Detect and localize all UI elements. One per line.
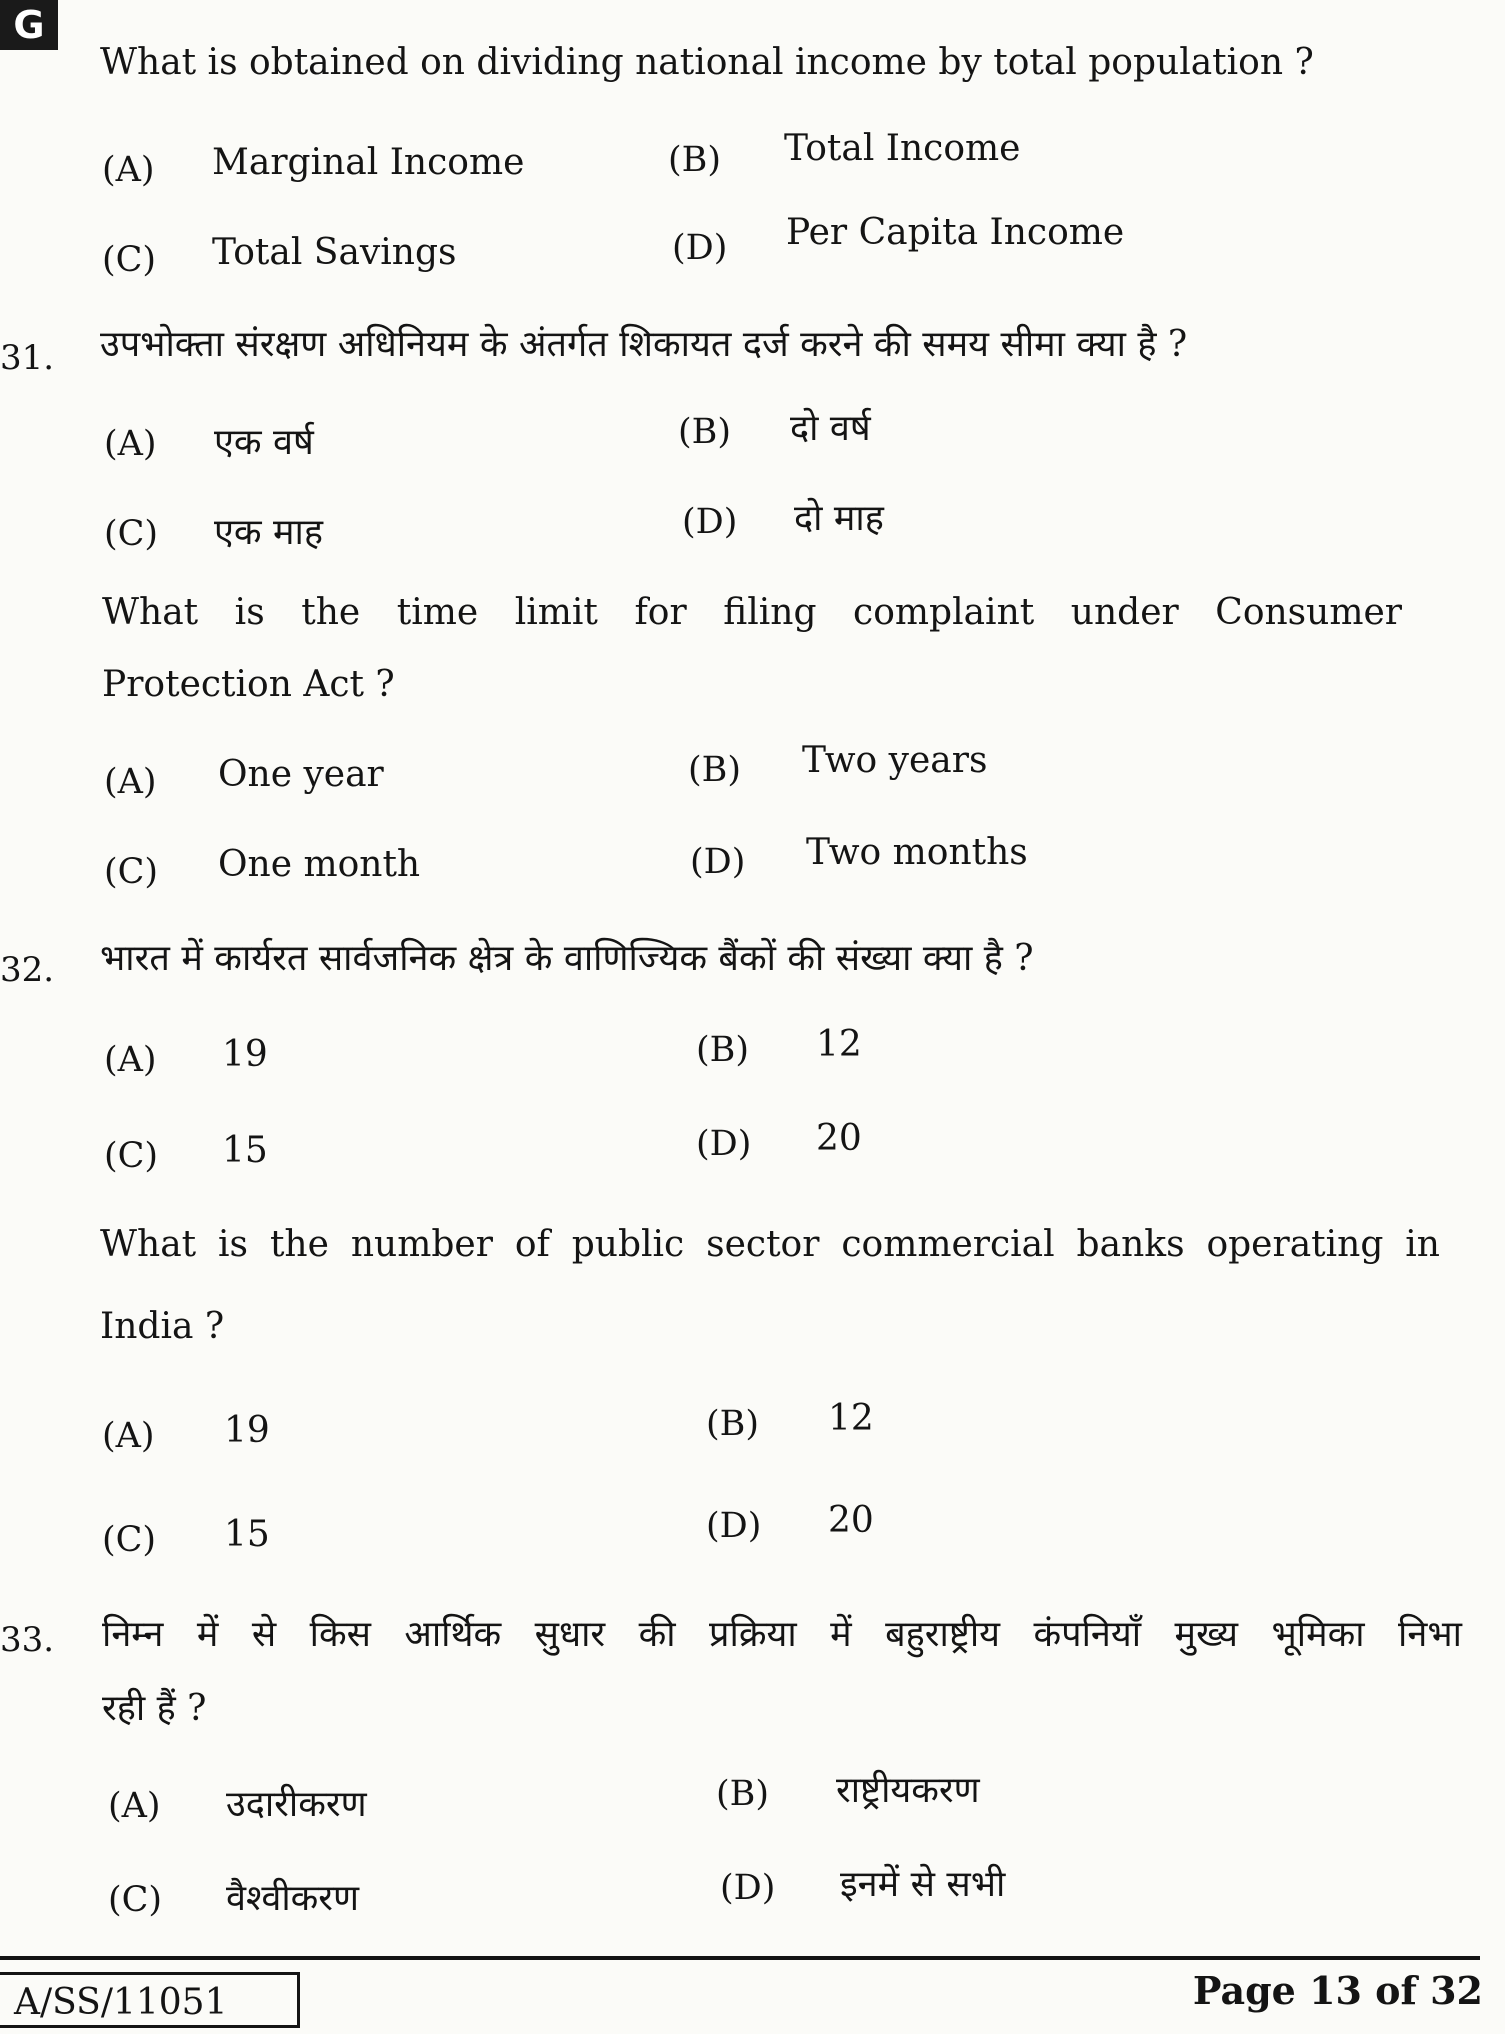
q32-h-opt-b-text: 12 xyxy=(816,1024,862,1065)
q31-e-opt-a-text: One year xyxy=(218,754,384,795)
section-badge: G xyxy=(0,0,58,50)
q31-h-opt-d-text: दो माह xyxy=(794,498,884,539)
q32-e-opt-d-label: (D) xyxy=(706,1506,762,1546)
q32-e-opt-c-text: 15 xyxy=(224,1514,270,1555)
q31-e-opt-b-label: (B) xyxy=(688,750,742,790)
q33-opt-d-text: इनमें से सभी xyxy=(840,1864,1006,1905)
q32-number: 32. xyxy=(0,950,55,990)
q31-english-line1: What is the time limit for filing complaint under Consumer xyxy=(102,592,1402,633)
q32-h-opt-d-label: (D) xyxy=(696,1124,752,1164)
q31-e-opt-c-label: (C) xyxy=(104,852,159,892)
q32-h-opt-a-text: 19 xyxy=(222,1034,268,1075)
q30-opt-d-label: (D) xyxy=(672,228,728,268)
q33-opt-b-label: (B) xyxy=(716,1774,770,1814)
q33-opt-a-label: (A) xyxy=(108,1786,161,1826)
q31-e-opt-a-label: (A) xyxy=(104,762,157,802)
q30-opt-c-label: (C) xyxy=(102,240,157,280)
q31-h-opt-d-label: (D) xyxy=(682,502,738,542)
q31-e-opt-d-label: (D) xyxy=(690,842,746,882)
q31-hindi: उपभोक्ता संरक्षण अधिनियम के अंतर्गत शिकायत दर्ज करने की समय सीमा क्या है ? xyxy=(100,324,1188,365)
q33-hindi-line1: निम्न में से किस आर्थिक सुधार की प्रक्रिया में बहुराष्ट्रीय कंपनियाँ मुख्य भूमिका निभा xyxy=(102,1614,1462,1655)
q31-e-opt-c-text: One month xyxy=(218,844,421,885)
q30-opt-a-text: Marginal Income xyxy=(212,142,525,183)
q31-h-opt-b-label: (B) xyxy=(678,412,732,452)
q31-e-opt-b-text: Two years xyxy=(802,740,988,781)
q32-e-opt-d-text: 20 xyxy=(828,1500,874,1541)
q33-opt-c-text: वैश्वीकरण xyxy=(226,1878,360,1919)
q31-h-opt-a-label: (A) xyxy=(104,424,157,464)
q32-h-opt-c-text: 15 xyxy=(222,1130,268,1171)
q30-opt-c-text: Total Savings xyxy=(212,232,457,273)
q30-opt-d-text: Per Capita Income xyxy=(786,212,1125,253)
page-number: Page 13 of 32 xyxy=(1192,1968,1483,2013)
footer-rule xyxy=(0,1956,1480,1960)
q31-e-opt-d-text: Two months xyxy=(806,832,1028,873)
q33-opt-a-text: उदारीकरण xyxy=(226,1784,367,1825)
q30-opt-b-label: (B) xyxy=(668,140,722,180)
q32-hindi: भारत में कार्यरत सार्वजनिक क्षेत्र के वाणिज्यिक बैंकों की संख्या क्या है ? xyxy=(100,938,1034,979)
q32-h-opt-b-label: (B) xyxy=(696,1030,750,1070)
q31-english-line2: Protection Act ? xyxy=(102,664,395,705)
q31-h-opt-c-text: एक माह xyxy=(214,512,323,553)
q33-hindi-line2: रही हैं ? xyxy=(102,1688,207,1729)
q30-english: What is obtained on dividing national income by total population ? xyxy=(100,42,1314,83)
paper-code: A/SS/11051 xyxy=(0,1972,300,2028)
q32-e-opt-b-label: (B) xyxy=(706,1404,760,1444)
q31-number: 31. xyxy=(0,338,55,378)
q33-opt-b-text: राष्ट्रीयकरण xyxy=(836,1770,980,1811)
q30-opt-a-label: (A) xyxy=(102,150,155,190)
q32-h-opt-c-label: (C) xyxy=(104,1136,159,1176)
q31-h-opt-a-text: एक वर्ष xyxy=(214,422,314,463)
q33-opt-d-label: (D) xyxy=(720,1868,776,1908)
q32-e-opt-c-label: (C) xyxy=(102,1520,157,1560)
q32-e-opt-a-label: (A) xyxy=(102,1416,155,1456)
q32-e-opt-b-text: 12 xyxy=(828,1398,874,1439)
q33-number: 33. xyxy=(0,1620,55,1660)
q31-h-opt-b-text: दो वर्ष xyxy=(790,408,871,449)
q32-english-line1: What is the number of public sector commercial banks operating in xyxy=(100,1224,1440,1265)
q33-opt-c-label: (C) xyxy=(108,1880,163,1920)
q32-h-opt-d-text: 20 xyxy=(816,1118,862,1159)
q32-e-opt-a-text: 19 xyxy=(224,1410,270,1451)
q31-h-opt-c-label: (C) xyxy=(104,514,159,554)
q30-opt-b-text: Total Income xyxy=(784,128,1021,169)
q32-h-opt-a-label: (A) xyxy=(104,1040,157,1080)
q32-english-line2: India ? xyxy=(100,1306,225,1347)
